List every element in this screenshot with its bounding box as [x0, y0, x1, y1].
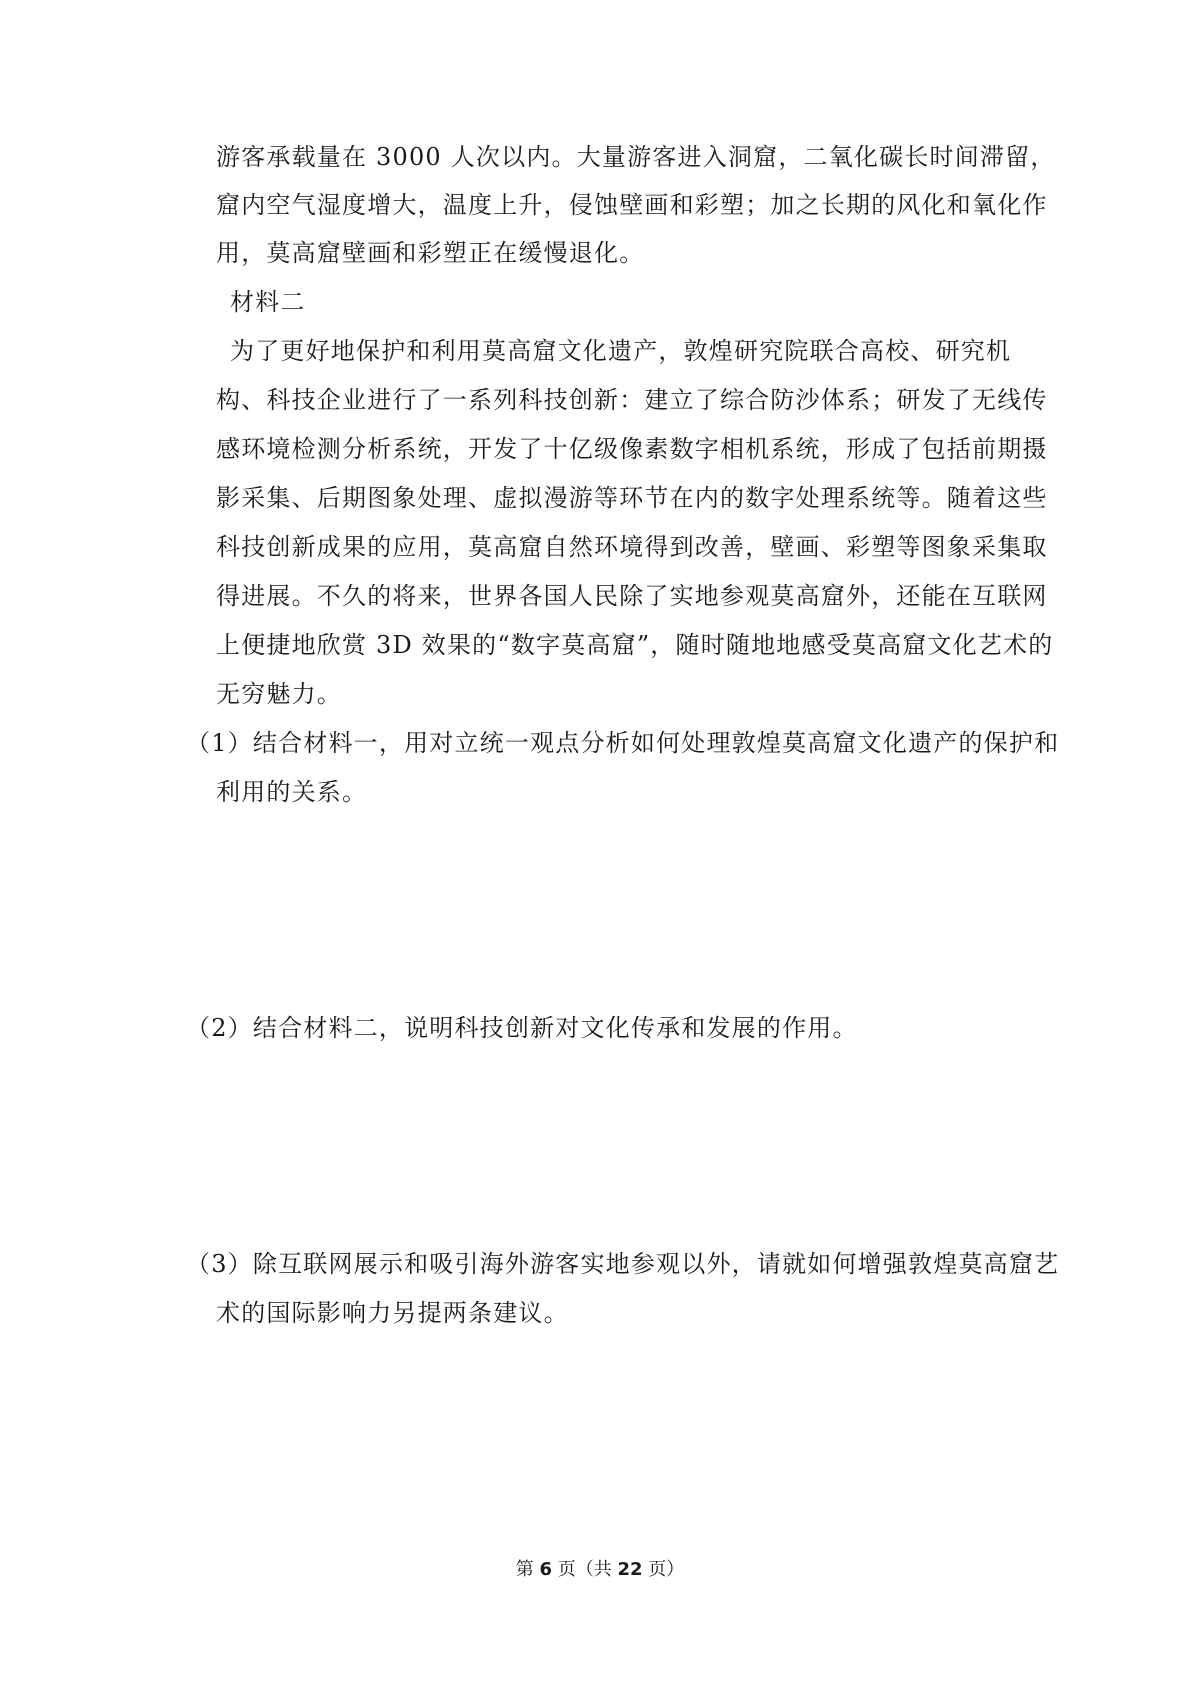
- question-3-line-1: （3）除互联网展示和吸引海外游客实地参观以外，请就如何增强敦煌莫高窟艺: [186, 1250, 1060, 1278]
- material1-line-1: 游客承载量在 3000 人次以内。大量游客进入洞窟，二氧化碳长时间滞留，: [216, 143, 1056, 171]
- total-pages: 22: [617, 1559, 643, 1580]
- page-footer: [0, 1558, 1200, 1582]
- material2-heading: 材料二: [230, 288, 306, 316]
- footer-middle: 页（共: [557, 1559, 612, 1580]
- question-1-line-1: （1）结合材料一，用对立统一观点分析如何处理敦煌莫高窟文化遗产的保护和: [186, 729, 1060, 757]
- material2-line-6: 得进展。不久的将来，世界各国人民除了实地参观莫高窟外，还能在互联网: [216, 582, 1048, 610]
- material2-line-3: 感环境检测分析系统，开发了十亿级像素数字相机系统，形成了包括前期摄: [216, 435, 1048, 463]
- footer-suffix: 页）: [648, 1559, 685, 1580]
- material2-line-7: 上便捷地欣赏 3D 效果的“数字莫高窟”，随时随地地感受莫高窟文化艺术的: [216, 631, 1054, 659]
- page-number: 6: [539, 1559, 552, 1580]
- footer-prefix: 第: [515, 1559, 534, 1580]
- material2-line-8: 无穷魅力。: [216, 680, 342, 708]
- question-1-line-2: 利用的关系。: [216, 778, 368, 806]
- question-3-line-2: 术的国际影响力另提两条建议。: [216, 1299, 569, 1327]
- material2-line-4: 影采集、后期图象处理、虚拟漫游等环节在内的数字处理系统等。随着这些: [216, 484, 1048, 512]
- material2-line-2: 构、科技企业进行了一系列科技创新：建立了综合防沙体系；研发了无线传: [216, 386, 1048, 414]
- question-2-line-1: （2）结合材料二，说明科技创新对文化传承和发展的作用。: [186, 1014, 858, 1042]
- material1-line-3: 用，莫高窟壁画和彩塑正在缓慢退化。: [216, 239, 645, 267]
- material1-line-2: 窟内空气湿度增大，温度上升，侵蚀壁画和彩塑；加之长期的风化和氧化作: [216, 191, 1048, 219]
- material2-line-1: 为了更好地保护和利用莫高窟文化遗产，敦煌研究院联合高校、研究机: [230, 337, 1012, 365]
- material2-line-5: 科技创新成果的应用，莫高窟自然环境得到改善，壁画、彩塑等图象采集取: [216, 533, 1048, 561]
